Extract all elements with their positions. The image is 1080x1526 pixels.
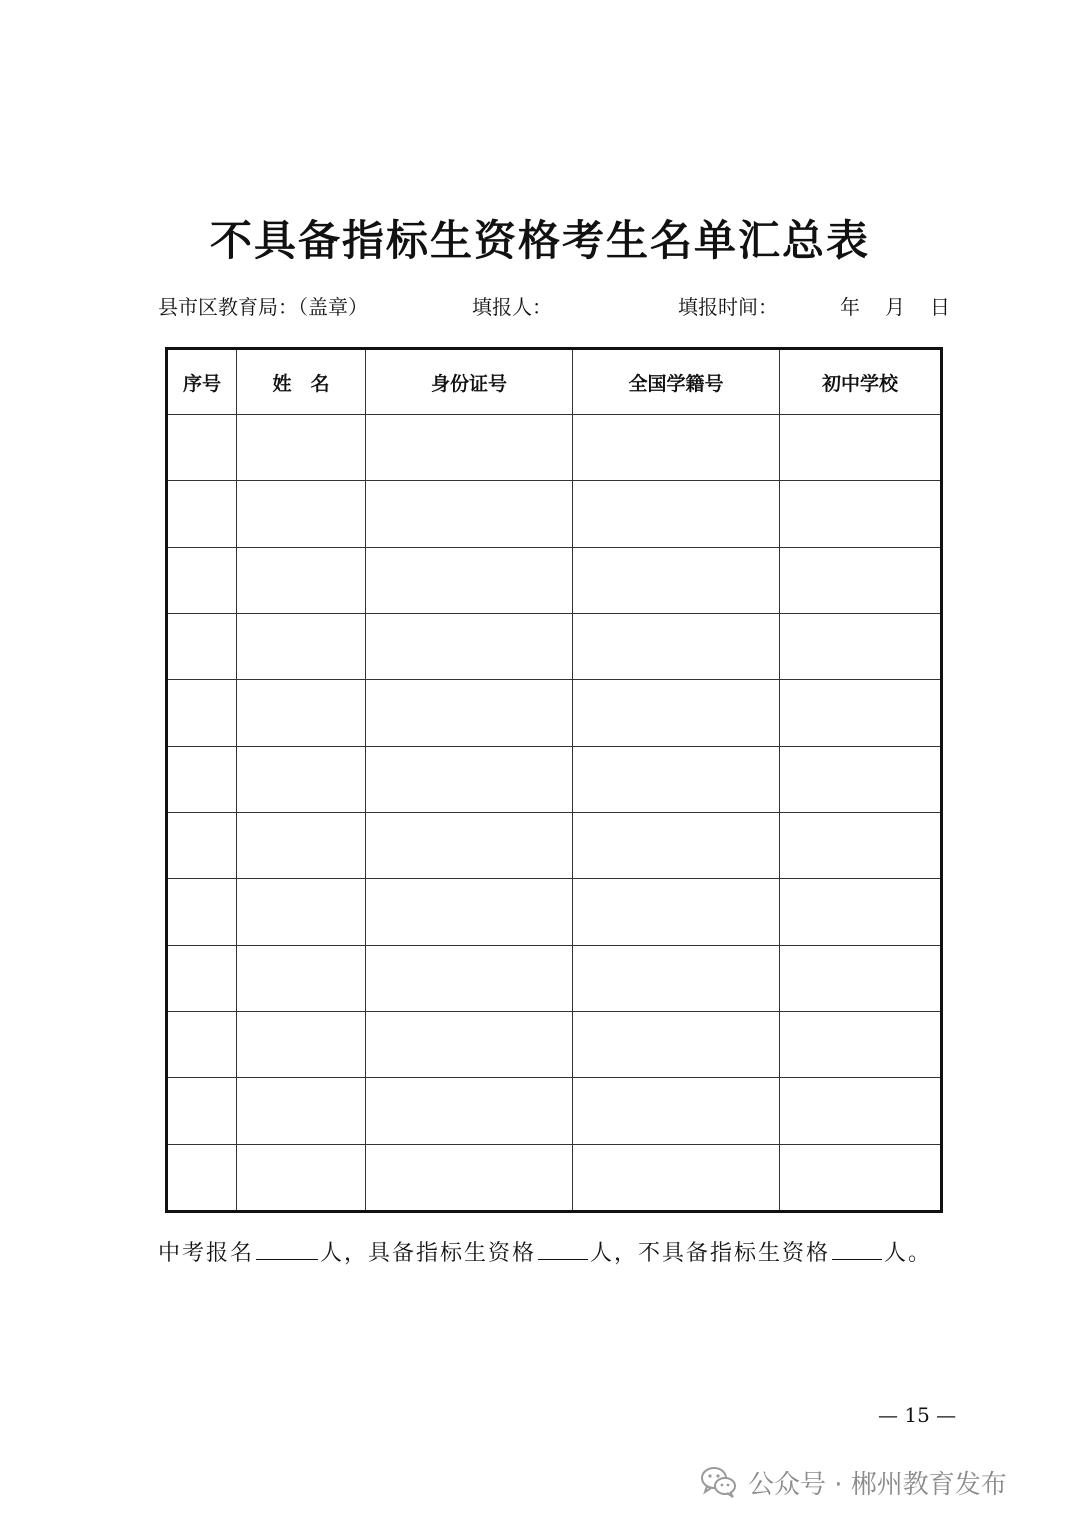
table-row <box>167 945 942 1011</box>
table-cell[interactable] <box>237 1078 366 1144</box>
table-row <box>167 1144 942 1211</box>
table-cell[interactable] <box>167 613 237 679</box>
filler-label: 填报人： <box>472 295 552 319</box>
table-cell[interactable] <box>366 746 573 812</box>
table-cell[interactable] <box>573 1011 780 1077</box>
table-cell[interactable] <box>573 812 780 878</box>
summary-registered-label: 中考报名 <box>158 1241 255 1266</box>
table-cell[interactable] <box>237 415 366 481</box>
table-cell[interactable] <box>573 415 780 481</box>
table-cell[interactable] <box>237 1144 366 1211</box>
table-cell[interactable] <box>237 945 366 1011</box>
table-cell[interactable] <box>573 613 780 679</box>
table-cell[interactable] <box>366 879 573 945</box>
table-cell[interactable] <box>573 1144 780 1211</box>
table-cell[interactable] <box>167 415 237 481</box>
table-row <box>167 1078 942 1144</box>
summary-line <box>158 1236 932 1267</box>
table-cell[interactable] <box>237 812 366 878</box>
summary-qualified-label: 人，具备指标生资格 <box>320 1241 537 1266</box>
table-cell[interactable] <box>780 879 942 945</box>
header-id-number: 身份证号 <box>366 349 573 415</box>
table-row <box>167 746 942 812</box>
table-row <box>167 481 942 547</box>
table-cell[interactable] <box>366 1144 573 1211</box>
table-cell[interactable] <box>573 945 780 1011</box>
table-cell[interactable] <box>167 1144 237 1211</box>
table-cell[interactable] <box>573 481 780 547</box>
qualified-count-blank[interactable] <box>538 1239 588 1260</box>
year-label: 年 <box>840 295 860 319</box>
table-cell[interactable] <box>780 481 942 547</box>
table-cell[interactable] <box>366 1078 573 1144</box>
table-cell[interactable] <box>573 879 780 945</box>
table-header-row <box>167 349 942 415</box>
table-row <box>167 613 942 679</box>
watermark <box>700 1462 1007 1502</box>
table-cell[interactable] <box>167 746 237 812</box>
table-row <box>167 879 942 945</box>
table-cell[interactable] <box>780 613 942 679</box>
table-cell[interactable] <box>780 1078 942 1144</box>
table-cell[interactable] <box>366 613 573 679</box>
table-cell[interactable] <box>780 680 942 746</box>
table-cell[interactable] <box>366 945 573 1011</box>
table-cell[interactable] <box>167 1011 237 1077</box>
county-bureau-seal-label: 县市区教育局：（盖章） <box>158 295 368 319</box>
table-cell[interactable] <box>237 613 366 679</box>
page-number: — 15 — <box>878 1403 957 1427</box>
table-cell[interactable] <box>167 945 237 1011</box>
table-row <box>167 547 942 613</box>
info-row <box>158 291 948 321</box>
table-cell[interactable] <box>780 812 942 878</box>
table-cell[interactable] <box>366 812 573 878</box>
table-cell[interactable] <box>237 1011 366 1077</box>
table-cell[interactable] <box>573 746 780 812</box>
day-label: 日 <box>930 295 950 319</box>
table-cell[interactable] <box>366 547 573 613</box>
registered-count-blank[interactable] <box>256 1239 318 1260</box>
table-cell[interactable] <box>237 680 366 746</box>
wechat-icon <box>700 1466 738 1498</box>
candidate-list-table <box>165 347 943 1213</box>
document-title: 不具备指标生资格考生名单汇总表 <box>209 216 870 265</box>
table-body <box>167 415 942 1212</box>
table-cell[interactable] <box>167 547 237 613</box>
table-cell[interactable] <box>237 481 366 547</box>
table-cell[interactable] <box>167 879 237 945</box>
watermark-text: 公众号 · 郴州教育发布 <box>748 1469 1007 1500</box>
table-cell[interactable] <box>237 746 366 812</box>
table-cell[interactable] <box>237 879 366 945</box>
table-cell[interactable] <box>366 415 573 481</box>
table-row <box>167 415 942 481</box>
table-cell[interactable] <box>237 547 366 613</box>
header-junior-high-school: 初中学校 <box>780 349 942 415</box>
table-cell[interactable] <box>780 945 942 1011</box>
table-cell[interactable] <box>780 1011 942 1077</box>
table-cell[interactable] <box>573 547 780 613</box>
table-cell[interactable] <box>167 680 237 746</box>
table-cell[interactable] <box>780 746 942 812</box>
table-cell[interactable] <box>573 680 780 746</box>
table-cell[interactable] <box>780 547 942 613</box>
table-row <box>167 1011 942 1077</box>
header-serial-number: 序号 <box>167 349 237 415</box>
table-cell[interactable] <box>573 1078 780 1144</box>
table-cell[interactable] <box>366 1011 573 1077</box>
summary-unqualified-label: 人，不具备指标生资格 <box>590 1241 831 1266</box>
header-name: 姓 名 <box>237 349 366 415</box>
table-cell[interactable] <box>366 481 573 547</box>
table-cell[interactable] <box>167 481 237 547</box>
header-student-registration-number: 全国学籍号 <box>573 349 780 415</box>
fill-time-label: 填报时间： <box>678 295 778 319</box>
table-cell[interactable] <box>167 1078 237 1144</box>
table-cell[interactable] <box>167 812 237 878</box>
table-cell[interactable] <box>366 680 573 746</box>
summary-end-label: 人。 <box>884 1241 933 1266</box>
table-cell[interactable] <box>780 1144 942 1211</box>
table-row <box>167 680 942 746</box>
unqualified-count-blank[interactable] <box>832 1239 882 1260</box>
table-row <box>167 812 942 878</box>
month-label: 月 <box>885 295 905 319</box>
table-cell[interactable] <box>780 415 942 481</box>
